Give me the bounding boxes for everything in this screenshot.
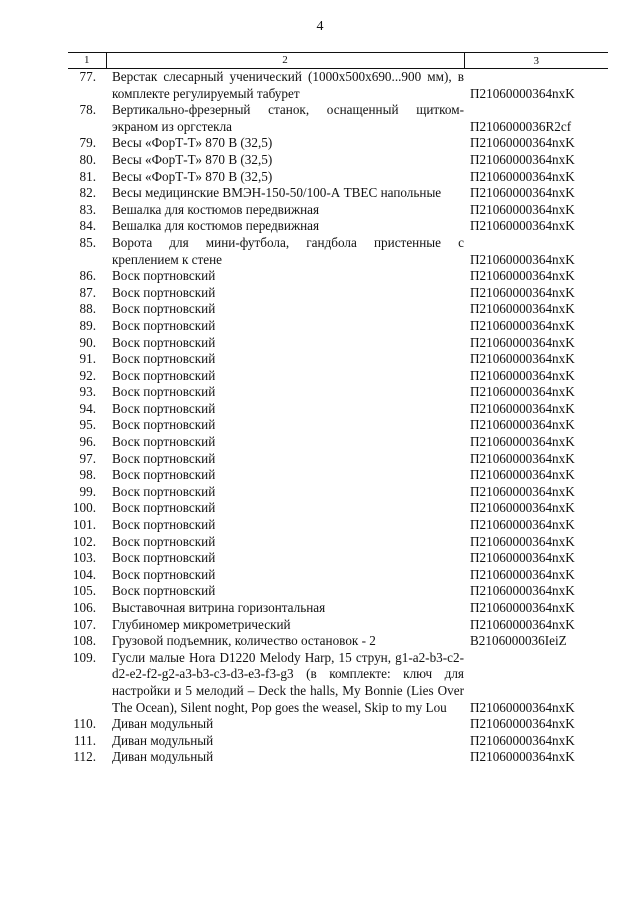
item-code: П21060000364nxK <box>470 284 575 300</box>
item-code: П21060000364nxK <box>470 566 575 582</box>
inventory-table <box>68 52 608 766</box>
item-code: П21060000364nxK <box>470 367 575 383</box>
item-code: П21060000364nxK <box>470 616 575 632</box>
item-code: П21060000364nxK <box>470 334 575 350</box>
row-number: 91. <box>79 351 96 367</box>
item-name: Вертикально-фрезерный станок, оснащенный щитком-экраном из оргстекла <box>112 102 464 134</box>
item-code: П21060000364nxK <box>470 467 575 483</box>
row-number: 77. <box>79 69 96 84</box>
item-code: П21060000364nxK <box>470 301 575 317</box>
row-number: 110. <box>73 716 96 732</box>
item-name: Выставочная витрина горизонтальная <box>112 600 326 615</box>
row-number: 112. <box>73 749 96 765</box>
table-row <box>68 633 608 650</box>
item-code: П21060000364nxK <box>470 185 575 201</box>
item-name: Воск портновский <box>112 317 216 333</box>
table-row <box>68 218 608 235</box>
table-row <box>68 517 608 534</box>
row-number: 92. <box>79 367 96 383</box>
table-row <box>68 434 608 451</box>
table-row <box>68 351 608 368</box>
row-number: 103. <box>72 550 96 566</box>
item-name: Диван модульный <box>112 716 214 732</box>
item-code: П21060000364nxK <box>470 317 575 333</box>
table-row <box>68 583 608 600</box>
row-number: 94. <box>79 400 96 416</box>
item-code: П21060000364nxK <box>470 351 575 367</box>
row-number: 86. <box>79 268 96 284</box>
row-number: 97. <box>79 450 96 466</box>
item-name: Воск портновский <box>112 384 216 400</box>
item-name: Весы «ФорТ-Т» 870 В (32,5) <box>112 168 273 184</box>
table-row <box>68 102 608 135</box>
item-code: П21060000364nxK <box>470 583 575 599</box>
table-row <box>68 617 608 634</box>
item-code: П21060000364nxK <box>470 268 575 284</box>
item-code: П21060000364nxK <box>470 500 575 516</box>
item-code: П21060000364nxK <box>470 749 575 765</box>
item-name: Диван модульный <box>112 749 214 765</box>
table-row <box>68 301 608 318</box>
table-row <box>68 401 608 418</box>
item-name: Диван модульный <box>112 732 214 748</box>
item-name: Воск портновский <box>112 284 216 300</box>
item-code: П21060000364nxK <box>470 151 575 167</box>
table-row <box>68 235 608 268</box>
item-name: Воск портновский <box>112 367 216 383</box>
item-code: П21060000364nxK <box>470 168 575 184</box>
item-code: П21060000364nxK <box>470 201 575 217</box>
item-code: П21060000364nxK <box>470 434 575 450</box>
header-col-2: 2 <box>106 53 464 69</box>
table-row <box>68 169 608 186</box>
item-name: Ворота для мини-футбола, гандбола пристенные с креплением к стене <box>112 234 464 267</box>
row-number: 104. <box>72 566 96 582</box>
table-row <box>68 733 608 750</box>
item-name: Воск портновский <box>112 268 216 284</box>
item-code: П21060000364nxK <box>470 251 575 267</box>
table-row <box>68 749 608 766</box>
header-col-1: 1 <box>68 53 106 69</box>
table-row <box>68 600 608 617</box>
table-row <box>68 384 608 401</box>
item-name: Вешалка для костюмов передвижная <box>112 218 320 234</box>
row-number: 99. <box>79 483 96 499</box>
item-name: Грузовой подъемник, количество остановок - 2 <box>112 633 376 649</box>
row-number: 107. <box>72 616 96 632</box>
row-number: 98. <box>79 467 96 483</box>
row-number: 79. <box>79 135 96 151</box>
table-row <box>68 650 608 716</box>
row-number: 101. <box>72 517 96 533</box>
item-name: Воск портновский <box>112 533 216 549</box>
table-row <box>68 467 608 484</box>
item-code: П21060000364nxK <box>470 400 575 416</box>
item-code: П21060000364nxK <box>470 483 575 499</box>
row-number: 85. <box>79 234 96 250</box>
table-row <box>68 567 608 584</box>
table-row <box>68 368 608 385</box>
table-row <box>68 534 608 551</box>
table-header-row <box>68 53 608 69</box>
row-number: 93. <box>79 384 96 400</box>
table-row <box>68 500 608 517</box>
item-name: Воск портновский <box>112 483 216 499</box>
item-code: П21060000364nxK <box>470 600 575 615</box>
row-number: 102. <box>72 533 96 549</box>
item-code: В2106000036IeiZ <box>470 633 567 649</box>
table-row <box>68 550 608 567</box>
item-code: П21060000364nxK <box>470 384 575 400</box>
table-row <box>68 716 608 733</box>
row-number: 111. <box>73 732 96 748</box>
item-name: Воск портновский <box>112 467 216 483</box>
row-number: 88. <box>79 301 96 317</box>
row-number: 95. <box>79 417 96 433</box>
row-number: 82. <box>79 185 96 201</box>
item-code: П21060000364nxK <box>470 85 575 101</box>
item-name: Воск портновский <box>112 566 216 582</box>
table-row <box>68 135 608 152</box>
table-body <box>68 69 608 766</box>
table-row <box>68 335 608 352</box>
table-row <box>68 451 608 468</box>
item-code: П21060000364nxK <box>470 716 575 732</box>
page-number: 4 <box>316 19 324 34</box>
table-row <box>68 417 608 434</box>
item-name: Воск портновский <box>112 417 216 433</box>
row-number: 90. <box>79 334 96 350</box>
row-number: 105. <box>72 583 96 599</box>
item-code: П21060000364nxK <box>470 135 575 151</box>
item-name: Воск портновский <box>112 500 216 516</box>
item-code: П21060000364nxK <box>470 417 575 433</box>
item-code: П21060000364nxK <box>470 218 575 234</box>
item-name: Воск портновский <box>112 351 216 367</box>
item-name: Воск портновский <box>112 434 216 450</box>
row-number: 89. <box>79 317 96 333</box>
item-name: Воск портновский <box>112 334 216 350</box>
item-code: П21060000364nxK <box>470 732 575 748</box>
row-number: 78. <box>79 102 96 118</box>
item-code: П2106000036R2cf <box>470 118 572 134</box>
table-row <box>68 202 608 219</box>
item-code: П21060000364nxK <box>470 699 575 715</box>
table-row <box>68 318 608 335</box>
item-name: Воск портновский <box>112 517 216 533</box>
row-number: 83. <box>79 201 96 217</box>
item-name: Воск портновский <box>112 583 216 599</box>
row-number: 81. <box>79 168 96 184</box>
row-number: 96. <box>79 434 96 450</box>
table-row <box>68 185 608 202</box>
row-number: 80. <box>79 151 96 167</box>
item-code: П21060000364nxK <box>470 533 575 549</box>
item-name: Верстак слесарный ученический (1000x500x690...900 мм), в комплекте регулируемый табурет <box>112 69 464 101</box>
item-name: Воск портновский <box>112 301 216 317</box>
table-row <box>68 484 608 501</box>
item-name: Весы «ФорТ-Т» 870 В (32,5) <box>112 151 273 167</box>
item-name: Воск портновский <box>112 450 216 466</box>
header-col-3: 3 <box>464 53 608 69</box>
table-row <box>68 69 608 103</box>
item-name: Воск портновский <box>112 550 216 566</box>
row-number: 87. <box>79 284 96 300</box>
row-number: 106. <box>72 600 96 615</box>
table-row <box>68 268 608 285</box>
row-number: 100. <box>72 500 96 516</box>
row-number: 84. <box>79 218 96 234</box>
row-number: 109. <box>72 649 96 665</box>
item-name: Воск портновский <box>112 400 216 416</box>
row-number: 108. <box>72 633 96 649</box>
item-code: П21060000364nxK <box>470 550 575 566</box>
item-name: Гусли малые Hora D1220 Melody Harp, 15 струн, g1-a2-b3-c2-d2-e2-f2-g2-a3-b3-c3-d3-e3-f3-g3 (в комплекте: ключ для настройки и 5 мелодий – Deck the halls, My Bonnie (Lies Over The Ocean), Silent noght, Pop goes the weasel, Skip to my Lou <box>112 649 464 715</box>
item-name: Глубиномер микрометрический <box>112 616 291 632</box>
table-row <box>68 152 608 169</box>
item-name: Весы медицинские ВМЭН-150-50/100-А ТВЕС напольные <box>112 185 442 201</box>
item-code: П21060000364nxK <box>470 517 575 533</box>
table-row <box>68 285 608 302</box>
item-name: Весы «ФорТ-Т» 870 В (32,5) <box>112 135 273 151</box>
item-name: Вешалка для костюмов передвижная <box>112 201 320 217</box>
item-code: П21060000364nxK <box>470 450 575 466</box>
